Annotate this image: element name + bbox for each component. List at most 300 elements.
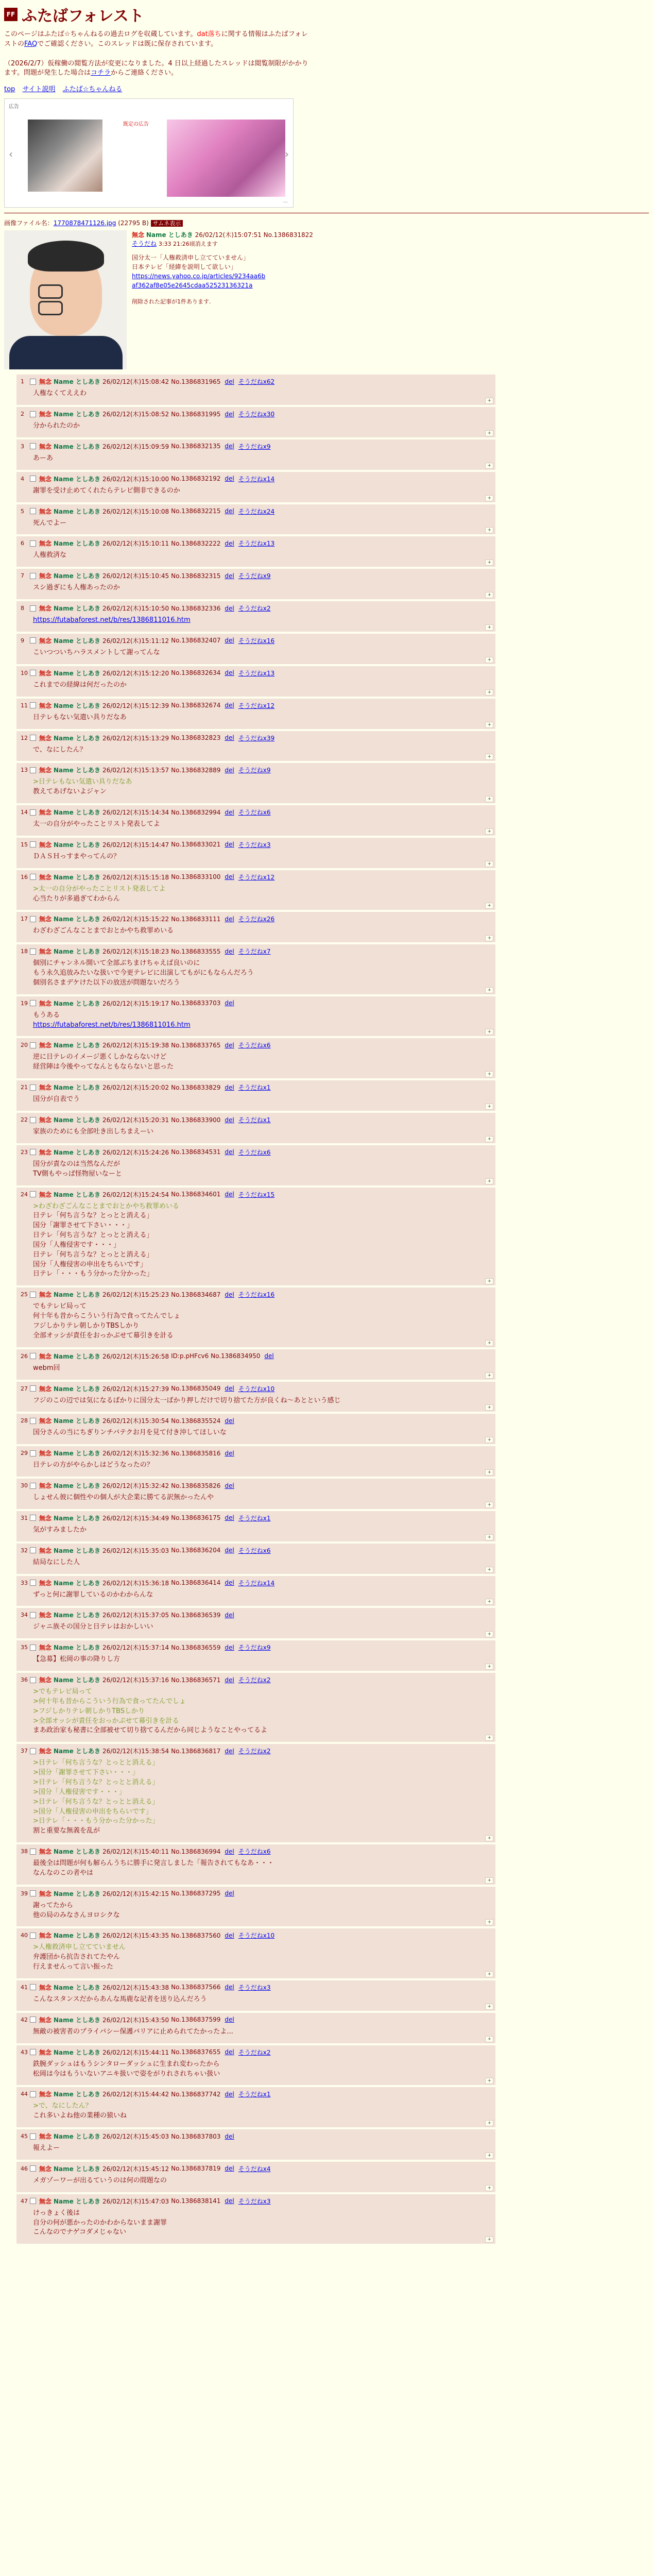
reply-index: 17 [21,916,28,923]
reply-subject: 無念 [39,2133,52,2141]
reply-name: Name としあき [54,1932,100,1940]
reply-checkbox[interactable] [30,735,36,741]
reply-number[interactable]: No.1386832222 [171,539,221,547]
reply-number[interactable]: No.1386831995 [171,410,221,418]
reply-checkbox[interactable] [30,2165,36,2172]
reply-del-link[interactable]: del [225,1579,234,1587]
reply-checkbox[interactable] [30,948,36,955]
sodane-plus-button[interactable]: + [485,754,493,760]
reply-number[interactable]: No.1386833703 [171,999,221,1007]
reply-sodane-button[interactable]: そうだねx2 [238,1748,271,1755]
reply-quote: >国分「謝罪させて下さい・・・」 [33,1769,139,1777]
reply-del-link[interactable]: del [225,1747,234,1755]
reply-number[interactable]: No.1386832215 [171,507,221,515]
reply-checkbox[interactable] [30,841,36,848]
contact-link[interactable]: コチラ [90,69,111,77]
reply-checkbox[interactable] [30,1547,36,1553]
reply-number[interactable]: No.1386834687 [171,1291,221,1298]
reply-index: 14 [21,809,28,816]
reply-sodane-button[interactable]: そうだねx14 [238,475,275,483]
reply-del-link[interactable]: del [225,1041,234,1049]
reply-number[interactable]: No.1386834601 [171,1191,221,1198]
sodane-plus-button[interactable]: + [485,1372,493,1379]
reply-checkbox[interactable] [30,1353,36,1359]
reply-del-link[interactable]: del [225,873,234,881]
reply-checkbox[interactable] [30,1515,36,1521]
reply-checkbox[interactable] [30,573,36,579]
reply-del-link[interactable]: del [225,507,234,515]
reply-del-link[interactable]: del [225,1148,234,1156]
reply-datetime: 26/02/12(木)15:09:59 [102,443,169,450]
reply-sodane-button[interactable]: そうだねx16 [238,1291,275,1299]
reply-sodane-button[interactable]: そうだねx6 [238,1148,271,1156]
sodane-plus-button[interactable]: + [485,657,493,663]
sodane-plus-button[interactable]: + [485,1502,493,1508]
reply-del-link[interactable]: del [225,734,234,741]
reply-checkbox[interactable] [30,1748,36,1754]
sodane-plus-button[interactable]: + [485,1534,493,1540]
reply-sodane-button[interactable]: そうだねx6 [238,809,271,817]
reply-del-link[interactable]: del [225,1643,234,1651]
reply-body-line: 気がすみましたか [33,1526,87,1534]
sodane-plus-button[interactable]: + [485,1029,493,1035]
reply-sodane-button[interactable]: そうだねx12 [238,873,275,881]
reply-number[interactable]: No.1386832634 [171,669,221,677]
reply-number[interactable]: No.1386838141 [171,2197,221,2205]
reply-datetime: 26/02/12(木)15:12:39 [102,702,169,709]
reply-number[interactable]: No.1386832407 [171,637,221,645]
reply-quote: >日テレもない気遣い具りだなあ [33,778,132,786]
reply-sodane-button[interactable]: そうだねx13 [238,540,275,548]
reply-checkbox[interactable] [30,540,36,547]
sodane-plus-button[interactable]: + [485,1136,493,1142]
ad-image[interactable] [28,120,102,192]
sodane-plus-button[interactable]: + [485,560,493,566]
reply-number[interactable]: No.1386837742 [171,2090,221,2098]
reply-number[interactable]: No.1386832823 [171,734,221,741]
reply-sodane-button[interactable]: そうだねx6 [238,1042,271,1049]
sodane-plus-button[interactable]: + [485,527,493,533]
reply-sodane-button[interactable]: そうだねx2 [238,2048,271,2056]
reply-del-link[interactable]: del [225,669,234,677]
reply-number[interactable]: No.1386833111 [171,915,221,923]
reply-sodane-button[interactable]: そうだねx62 [238,378,275,386]
reply-checkbox[interactable] [30,1890,36,1896]
reply-sodane-button[interactable]: そうだねx9 [238,767,271,774]
reply-list [4,375,649,2244]
reply-number[interactable]: No.1386833100 [171,873,221,881]
reply-del-link[interactable]: del [225,1417,234,1425]
sodane-plus-button[interactable]: + [485,1971,493,1977]
reply-sodane-button[interactable]: そうだねx7 [238,948,271,956]
reply-del-link[interactable]: del [225,2048,234,2056]
reply-number[interactable]: No.1386837295 [171,1890,221,1897]
notice-line: に関する情報はふたばフォレストの [4,30,308,48]
reply-checkbox[interactable] [30,411,36,417]
reply-number[interactable]: No.1386832889 [171,766,221,774]
reply-sodane-button[interactable]: そうだねx4 [238,2165,271,2173]
reply-checkbox[interactable] [30,508,36,514]
reply-number[interactable]: No.1386831965 [171,378,221,385]
reply-checkbox[interactable] [30,1645,36,1651]
reply-number[interactable]: No.1386832674 [171,702,221,709]
reply-number[interactable]: No.1386836539 [171,1611,221,1619]
reply-del-link[interactable]: del [225,2197,234,2205]
reply-index: 5 [21,507,24,515]
reply-number[interactable]: No.1386835049 [171,1385,221,1392]
reply-del-link[interactable]: del [225,572,234,580]
reply-sodane-button[interactable]: そうだねx9 [238,443,271,450]
reply-sodane-button[interactable]: そうだねx1 [238,2091,271,2098]
sodane-plus-button[interactable]: + [485,1104,493,1110]
reply-checkbox[interactable] [30,767,36,773]
reply-checkbox[interactable] [30,476,36,482]
reply-post [16,731,495,761]
reply-sodane-button[interactable]: そうだねx15 [238,1191,275,1198]
reply-checkbox[interactable] [30,874,36,880]
reply-checkbox[interactable] [30,1084,36,1091]
sodane-plus-button[interactable]: + [485,861,493,867]
reply-datetime: 26/02/12(木)15:10:11 [102,540,169,548]
reply-checkbox[interactable] [30,379,36,385]
reply-del-link[interactable]: del [225,947,234,955]
reply-link[interactable]: https://futabaforest.net/b/res/1386811016.htm [33,616,191,624]
reply-del-link[interactable]: del [225,475,234,483]
op-sodane-button[interactable]: そうだね [132,240,157,248]
reply-sodane-button[interactable]: そうだねx9 [238,1644,271,1652]
reply-post [16,1188,495,1286]
reply-checkbox[interactable] [30,2049,36,2055]
sodane-plus-button[interactable]: + [485,2153,493,2159]
reply-body-line: 分かられたのか [33,422,80,430]
sodane-plus-button[interactable]: + [485,430,493,436]
sodane-plus-button[interactable]: + [485,1599,493,1605]
reply-checkbox[interactable] [30,2198,36,2204]
reply-checkbox[interactable] [30,2133,36,2140]
reply-number[interactable]: No.1386832336 [171,604,221,612]
reply-number[interactable]: No.1386836204 [171,1547,221,1554]
reply-del-link[interactable]: del [225,1514,234,1522]
sodane-plus-button[interactable]: + [485,592,493,598]
reply-sodane-button[interactable]: そうだねx10 [238,1932,275,1940]
nav-link-top[interactable]: top [4,86,15,94]
reply-quote: >日テレ「何ち言うな？とっとと消える」 [33,1798,159,1806]
reply-number[interactable]: No.1386834531 [171,1148,221,1156]
reply-checkbox[interactable] [30,1483,36,1489]
site-logo[interactable] [4,3,649,26]
reply-number[interactable]: No.1386835816 [171,1449,221,1457]
sodane-plus-button[interactable]: + [485,1664,493,1670]
reply-post [16,569,495,599]
reply-subject: 無念 [39,841,52,849]
reply-number[interactable]: No.1386836817 [171,1747,221,1755]
reply-sodane-button[interactable]: そうだねx12 [238,702,275,709]
reply-del-link[interactable]: del [225,1291,234,1298]
ad-banner[interactable] [4,98,294,208]
reply-checkbox[interactable] [30,670,36,676]
sodane-plus-button[interactable]: + [485,1071,493,1077]
sodane-plus-button[interactable]: + [485,1278,493,1284]
reply-checkbox[interactable] [30,1580,36,1586]
sodane-plus-button[interactable]: + [485,1877,493,1884]
reply-body-line: わざわざごんなことまでおとかやち救罪めいる [33,927,174,935]
reply-number[interactable]: No.1386832994 [171,808,221,816]
sodane-plus-button[interactable]: + [485,495,493,501]
reply-checkbox[interactable] [30,1933,36,1939]
reply-body [33,745,491,755]
sodane-plus-button[interactable]: + [485,2185,493,2191]
reply-sodane-button[interactable]: そうだねx30 [238,411,275,418]
reply-index: 4 [21,475,24,482]
reply-sodane-button[interactable]: そうだねx1 [238,1514,271,1522]
reply-del-link[interactable]: del [225,808,234,816]
reply-checkbox[interactable] [30,443,36,449]
sodane-plus-button[interactable]: + [485,398,493,404]
reply-del-link[interactable]: del [225,702,234,709]
reply-checkbox[interactable] [30,1677,36,1683]
sodane-plus-button[interactable]: + [485,689,493,696]
reply-del-link[interactable]: del [225,1931,234,1939]
reply-subject: 無念 [39,1748,52,1755]
reply-number[interactable]: ID:p.pHFcv6 No.1386834950 [171,1352,261,1360]
reply-checkbox[interactable] [30,605,36,612]
reply-number[interactable]: No.1386833829 [171,1083,221,1091]
reply-del-link[interactable]: del [225,1385,234,1392]
reply-del-link[interactable]: del [225,2132,234,2140]
reply-body-line: 教えてあげないよジャン [33,788,107,796]
reply-body-line: 国分が責なのは当然なんだが [33,1160,121,1168]
reply-del-link[interactable]: del [225,539,234,547]
reply-del-link[interactable]: del [225,1676,234,1684]
reply-number[interactable]: No.1386837560 [171,1931,221,1939]
ad-prev-icon[interactable]: ‹ [9,148,13,161]
reply-del-link[interactable]: del [225,1191,234,1198]
op-file-link[interactable]: 1770878471126.jpg [53,219,116,227]
reply-body-line: けっきょく後は [33,2209,80,2217]
reply-number[interactable]: No.1386832192 [171,475,221,483]
sodane-plus-button[interactable]: + [485,828,493,835]
reply-number[interactable]: No.1386837655 [171,2048,221,2056]
sodane-plus-button[interactable]: + [485,1567,493,1573]
sodane-plus-button[interactable]: + [485,1178,493,1184]
reply-sodane-button[interactable]: そうだねx3 [238,841,271,849]
reply-del-link[interactable]: del [225,1984,234,1991]
reply-sodane-button[interactable]: そうだねx24 [238,507,275,515]
reply-checkbox[interactable] [30,1042,36,1048]
reply-number[interactable]: No.1386836559 [171,1643,221,1651]
reply-del-link[interactable]: del [225,604,234,612]
reply-sodane-button[interactable]: そうだねx3 [238,2197,271,2205]
nav-link-futaba[interactable]: ふたば☆ちゃんねる [62,86,123,94]
reply-sodane-button[interactable]: そうだねx3 [238,1984,271,1991]
reply-sodane-button[interactable]: そうだねx6 [238,1848,271,1856]
op-body-link[interactable]: https://news.yahoo.co.jp/articles/9234aa6baf362af8e05e2645cdaa52523136321a [132,273,266,290]
reply-post [16,1287,495,1347]
ad-image[interactable] [167,120,285,197]
sodane-plus-button[interactable]: + [485,1340,493,1346]
reply-checkbox[interactable] [30,809,36,816]
reply-sodane-button[interactable]: そうだねx1 [238,1084,271,1092]
reply-checkbox[interactable] [30,637,36,643]
reply-sodane-button[interactable]: そうだねx9 [238,572,271,580]
reply-del-link[interactable]: del [225,1848,234,1855]
reply-del-link[interactable]: del [225,2165,234,2173]
reply-subject: 無念 [39,1482,52,1490]
reply-datetime: 26/02/12(木)15:10:00 [102,475,169,483]
reply-quote: >で、なにしたん？ [33,2102,92,2110]
reply-body-line: 太一の自分がやったことリスト発表してよ [33,820,160,828]
reply-sodane-button[interactable]: そうだねx14 [238,1579,275,1587]
ad-next-icon[interactable]: › [285,148,289,161]
reply-del-link[interactable]: del [225,378,234,385]
reply-del-link[interactable]: del [225,1611,234,1619]
sodane-plus-button[interactable]: + [485,2004,493,2010]
reply-del-link[interactable]: del [225,1083,234,1091]
reply-name: Name としあき [54,1385,100,1393]
reply-del-link[interactable]: del [225,2016,234,2024]
reply-post [16,2013,495,2043]
reply-subject: 無念 [39,1932,52,1940]
reply-checkbox[interactable] [30,1849,36,1855]
reply-checkbox[interactable] [30,1385,36,1392]
reply-checkbox[interactable] [30,2016,36,2023]
reply-index: 10 [21,669,28,676]
reply-number[interactable]: No.1386836414 [171,1579,221,1587]
reply-number[interactable]: No.1386836175 [171,1514,221,1522]
reply-del-link[interactable]: del [225,766,234,774]
reply-number[interactable]: No.1386835826 [171,1482,221,1489]
reply-checkbox[interactable] [30,1191,36,1197]
reply-number[interactable]: No.1386837566 [171,1984,221,1991]
reply-del-link[interactable]: del [225,1449,234,1457]
reply-number[interactable]: No.1386832315 [171,572,221,580]
reply-sodane-button[interactable]: そうだねx16 [238,637,275,645]
reply-sodane-button[interactable]: そうだねx10 [238,1385,275,1393]
reply-name: Name としあき [54,1890,100,1897]
reply-index: 45 [21,2133,28,2140]
sodane-plus-button[interactable]: + [485,2078,493,2084]
reply-del-link[interactable]: del [225,1890,234,1897]
reply-del-link[interactable]: del [264,1352,274,1360]
reply-quote: >太一の自分がやったことリスト発表してよ [33,885,166,893]
thumb-badge[interactable]: サムネ表示 [151,220,183,227]
reply-checkbox[interactable] [30,1450,36,1456]
sodane-plus-button[interactable]: + [485,796,493,802]
reply-del-link[interactable]: del [225,841,234,849]
reply-number[interactable]: No.1386833555 [171,947,221,955]
reply-del-link[interactable]: del [225,1547,234,1554]
reply-number[interactable]: No.1386833765 [171,1041,221,1049]
reply-link[interactable]: https://futabaforest.net/b/res/1386811016.htm [33,1021,191,1029]
reply-body-line: 日テレもない気遣い具りだなあ [33,713,127,721]
reply-del-link[interactable]: del [225,915,234,923]
sodane-plus-button[interactable]: + [485,1631,493,1637]
reply-sodane-button[interactable]: そうだねx26 [238,916,275,923]
reply-header [21,873,491,882]
op-number[interactable]: No.1386831822 [263,231,313,239]
reply-del-link[interactable]: del [225,1116,234,1124]
reply-sodane-button[interactable]: そうだねx2 [238,1676,271,1684]
reply-number[interactable]: No.1386835524 [171,1417,221,1425]
sodane-plus-button[interactable]: + [485,1437,493,1443]
reply-del-link[interactable]: del [225,999,234,1007]
reply-header [21,1041,491,1049]
reply-del-link[interactable]: del [225,2090,234,2098]
reply-sodane-button[interactable]: そうだねx6 [238,1547,271,1554]
reply-datetime: 26/02/12(木)15:37:14 [102,1644,169,1652]
reply-checkbox[interactable] [30,1149,36,1155]
reply-subject: 無念 [39,572,52,580]
reply-number[interactable]: No.1386837599 [171,2016,221,2024]
notice-line: このページはふたば☆ちゃんねるの過去ログを収蔵しています。 [4,30,197,38]
reply-body-line: で、なにしたん？ [33,745,87,754]
reply-checkbox[interactable] [30,2091,36,2097]
reply-header [21,1416,491,1425]
reply-index: 39 [21,1890,28,1897]
sodane-plus-button[interactable]: + [485,1469,493,1476]
reply-checkbox[interactable] [30,1418,36,1424]
faq-link[interactable]: FAQ [24,40,38,48]
reply-sodane-button[interactable]: そうだねx2 [238,605,271,613]
reply-del-link[interactable]: del [225,443,234,450]
sodane-plus-button[interactable]: + [485,624,493,631]
sodane-plus-button[interactable]: + [485,2036,493,2042]
reply-checkbox[interactable] [30,702,36,708]
sodane-plus-button[interactable]: + [485,2236,493,2243]
reply-number[interactable]: No.1386836994 [171,1848,221,1855]
reply-del-link[interactable]: del [225,410,234,418]
reply-index: 35 [21,1644,28,1651]
reply-number[interactable]: No.1386833900 [171,1116,221,1124]
sodane-plus-button[interactable]: + [485,1404,493,1411]
reply-checkbox[interactable] [30,1292,36,1298]
sodane-plus-button[interactable]: + [485,1735,493,1741]
reply-number[interactable]: No.1386837819 [171,2165,221,2173]
sodane-plus-button[interactable]: + [485,935,493,941]
op-image[interactable] [4,230,127,369]
reply-checkbox[interactable] [30,1984,36,1990]
reply-number[interactable]: No.1386837803 [171,2132,221,2140]
reply-number[interactable]: No.1386836571 [171,1676,221,1684]
reply-checkbox[interactable] [30,1117,36,1123]
reply-checkbox[interactable] [30,1000,36,1006]
sodane-plus-button[interactable]: + [485,1919,493,1925]
sodane-plus-button[interactable]: + [485,463,493,469]
reply-number[interactable]: No.1386832135 [171,443,221,450]
reply-subject: 無念 [39,1676,52,1684]
reply-post [16,439,495,470]
reply-sodane-button[interactable]: そうだねx39 [238,734,275,742]
reply-name: Name としあき [54,2133,100,2141]
reply-number[interactable]: No.1386833021 [171,841,221,849]
sodane-plus-button[interactable]: + [485,903,493,909]
reply-index: 23 [21,1148,28,1156]
reply-name: Name としあき [54,999,100,1007]
nav-link-about[interactable]: サイト説明 [22,86,56,94]
sodane-plus-button[interactable]: + [485,1835,493,1841]
reply-checkbox[interactable] [30,916,36,922]
sodane-plus-button[interactable]: + [485,2120,493,2126]
reply-del-link[interactable]: del [225,637,234,645]
reply-sodane-button[interactable]: そうだねx1 [238,1116,271,1124]
reply-body-line: ジャニ族その国分と日テレはおかしいい [33,1623,153,1631]
reply-del-link[interactable]: del [225,1482,234,1489]
reply-sodane-button[interactable]: そうだねx13 [238,669,275,677]
sodane-plus-button[interactable]: + [485,722,493,728]
reply-checkbox[interactable] [30,1612,36,1618]
reply-index: 18 [21,948,28,955]
sodane-plus-button[interactable]: + [485,987,493,993]
